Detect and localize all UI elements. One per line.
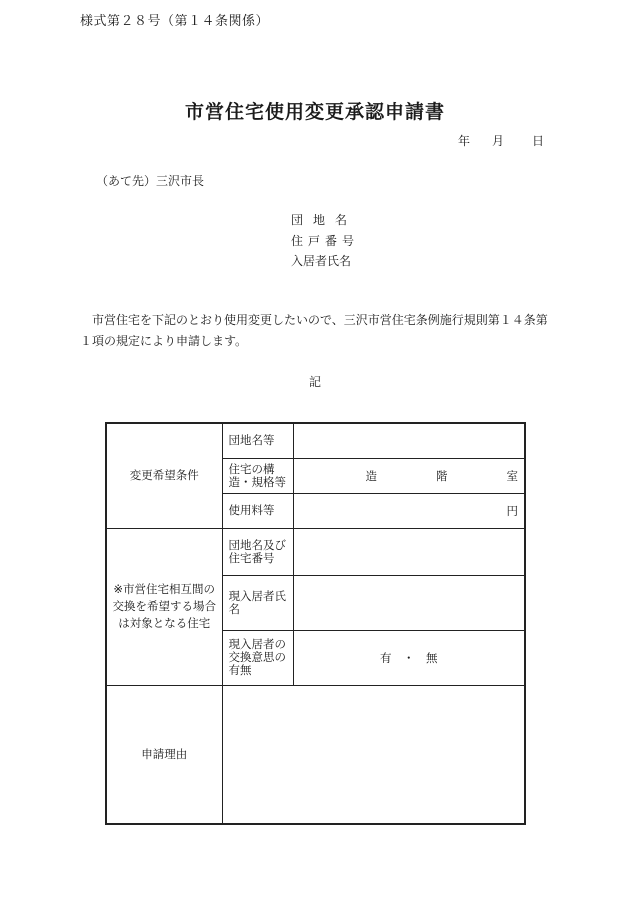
date-year-label: 年	[458, 134, 471, 148]
fee-input-cell[interactable]	[293, 493, 525, 528]
row-label-complex-number: 団地名及び住宅番号	[222, 528, 293, 575]
document-title: 市営住宅使用変更承認申請書	[184, 101, 445, 123]
applicant-complex-name-label: 団地名	[291, 213, 358, 227]
section-exchange-target: ※市営住宅相互間の交換を希望する場合は対象となる住宅	[106, 528, 222, 685]
addressee: （あて先）三沢市長	[96, 174, 205, 188]
date-month-label: 月	[492, 134, 505, 148]
current-resident-input-cell[interactable]	[293, 575, 525, 630]
unit-floors: 階	[436, 468, 448, 483]
unit-rooms: 室	[506, 468, 518, 483]
complex-input-cell[interactable]	[293, 423, 525, 458]
row-label-fee: 使用料等	[222, 493, 293, 528]
complex-number-input-cell[interactable]	[293, 528, 525, 575]
row-label-structure: 住宅の構造・規格等	[222, 458, 293, 493]
exchange-intent-cell[interactable]	[293, 630, 525, 685]
date-day-label: 日	[532, 134, 545, 148]
body-text: 市営住宅を下記のとおり使用変更したいので、三沢市営住宅条例施行規則第１４条第１項の規定により申請します。	[80, 313, 548, 348]
structure-input-cell[interactable]	[293, 458, 525, 493]
unit-construction: 造	[365, 468, 377, 483]
row-label-exchange-intent: 現入居者の交換意思の有無	[222, 630, 293, 685]
section-change-conditions: 変更希望条件	[106, 423, 222, 528]
applicant-unit-number-label: 住戸番号	[291, 234, 360, 248]
applicant-resident-name-label: 入居者氏名	[291, 254, 352, 268]
section-reason: 申請理由	[106, 685, 222, 824]
row-label-current-resident: 現入居者氏名	[222, 575, 293, 630]
reason-input-cell[interactable]	[222, 685, 525, 824]
unit-yen: 円	[506, 503, 518, 518]
row-label-complex: 団地名等	[222, 423, 293, 458]
ki-marker: 記	[308, 375, 321, 389]
form-number: 様式第２８号（第１４条関係）	[80, 14, 270, 29]
exchange-options: 有 ・ 無	[380, 650, 438, 665]
application-table	[105, 422, 526, 825]
date-line	[458, 132, 544, 149]
